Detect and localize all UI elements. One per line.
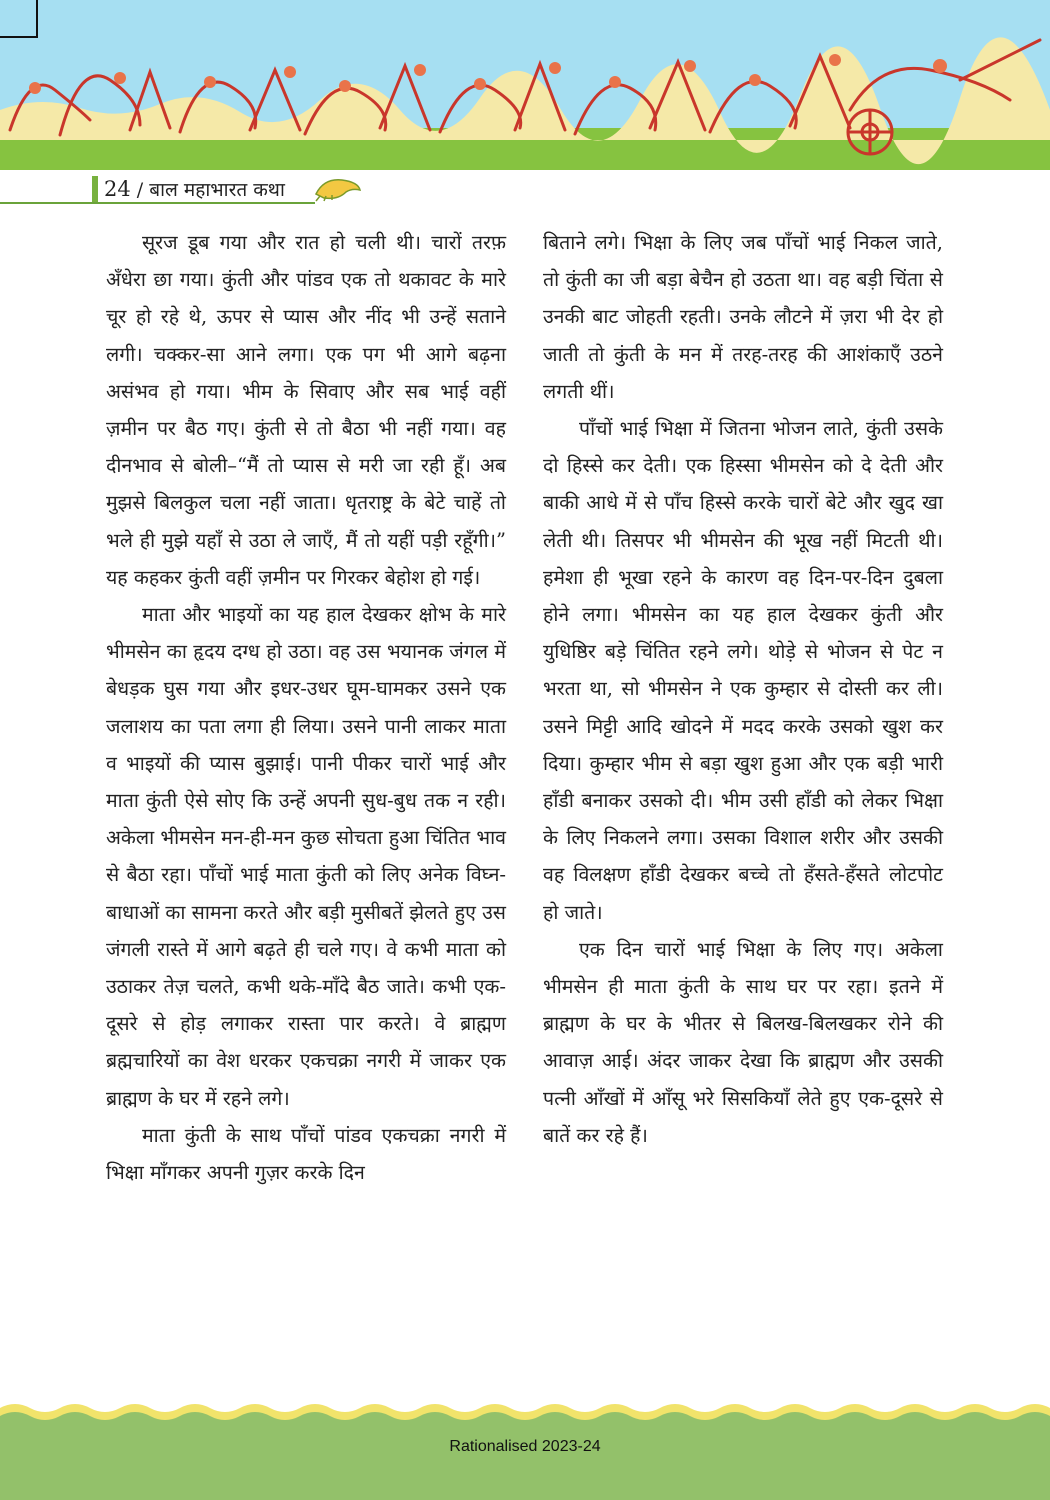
paragraph: माता और भाइयों का यह हाल देखकर क्षोभ के मारे भीमसेन का हृदय दग्ध हो उठा। वह उस भयानक जंगल में बेधड़क घुस गया और इधर-उधर घूम-घामकर उसने एक जलाशय का पता लगा ही लिया। उसने पानी लाकर माता व भाइयों की प्यास बुझाई। पानी पीकर चारों भाई और माता कुंती ऐसे सोए कि उन्हें अपनी सुध-बुध तक न रही। अकेला भीमसेन मन-ही-मन कुछ सोचता हुआ चिंतित भाव से बैठा रहा। पाँचों भाई माता कुंती को लिए अनेक विघ्न-बाधाओं का सामना करते और बड़ी मुसीबतें झेलते हुए उस जंगली रास्ते में आगे बढ़ते ही चले गए। वे कभी माता को उठाकर तेज़ चलते, कभी थके-माँदे बैठ जाते। कभी एक-दूसरे से होड़ लगाकर रास्ता पार करते। वे ब्राह्मण ब्रह्मचारियों का वेश धरकर एकचक्रा नगरी में जाकर एक ब्राह्मण के घर में रहने लगे। [106, 603, 506, 1110]
book-title: / बाल महाभारत कथा [136, 179, 285, 201]
page-footer [0, 1398, 1050, 1500]
paragraph: सूरज डूब गया और रात हो चली थी। चारों तरफ़ अँधेरा छा गया। कुंती और पांडव एक तो थकावट के मारे चूर हो रहे थे, ऊपर से प्यास और नींद भी उन्हें सताने लगी। चक्कर-सा आने लगा। एक पग भी आगे बढ़ना असंभव हो गया। भीम के सिवाए और सब भाई वहीं ज़मीन पर बैठ गए। कुंती से तो बैठा भी नहीं गया। वह दीनभाव से बोली–“मैं तो प्यास से मरी जा रही हूँ। अब मुझसे बिलकुल चला नहीं जाता। धृतराष्ट्र के बेटे चाहें तो भले ही मुझे यहाँ से उठा ले जाएँ, मैं तो यहीं पड़ी रहूँगी।” यह कहकर कुंती वहीं ज़मीन पर गिरकर बेहोश हो गई। [106, 231, 506, 589]
header-title [104, 176, 285, 202]
header-accent-bar [92, 176, 98, 204]
crop-mark [36, 0, 38, 38]
text-column-right [543, 224, 943, 1154]
paragraph: बिताने लगे। भिक्षा के लिए जब पाँचों भाई निकल जाते, तो कुंती का जी बड़ा बेचैन हो उठता था। वह बड़ी चिंता से उनकी बाट जोहती रहती। उनके लौटने में ज़रा भी देर हो जाती तो कुंती के मन में तरह-तरह की आशंकाएँ उठने लगती थीं। [543, 231, 943, 403]
footer-label: Rationalised 2023-24 [449, 1438, 601, 1455]
paragraph: एक दिन चारों भाई भिक्षा के लिए गए। अकेला भीमसेन ही माता कुंती के साथ घर पर रहा। इतने में ब्राह्मण के घर के भीतर से बिलख-बिलखकर रोने की आवाज़ आई। अंदर जाकर देखा कि ब्राह्मण और उसकी पत्नी आँखों में आँसू भरे सिसकियाँ लेते हुए एक-दूसरे से बातें कर रहे हैं। [543, 937, 943, 1147]
header-rule [0, 202, 315, 204]
text-column-left [106, 224, 506, 1191]
running-header [0, 172, 1050, 206]
paragraph: माता कुंती के साथ पाँचों पांडव एकचक्रा नगरी में भिक्षा माँगकर अपनी गुज़र करके दिन [106, 1123, 506, 1185]
page-number: 24 [104, 177, 131, 201]
paragraph: पाँचों भाई भिक्षा में जितना भोजन लाते, कुंती उसके दो हिस्से कर देती। एक हिस्सा भीमसेन को दे देती और बाकी आधे में से पाँच हिस्से करके चारों बेटे और खुद खा लेती थी। तिसपर भी भीमसेन की भूख नहीं मिटती थी। हमेशा ही भूखा रहने के कारण वह दिन-पर-दिन दुबला होने लगा। भीमसेन का यह हाल देखकर कुंती और युधिष्ठिर बड़े चिंतित रहने लगे। थोड़े से भोजन से पेट न भरता था, सो भीमसेन ने एक कुम्हार से दोस्ती कर ली। उसने मिट्टी आदि खोदने में मदद करके उसको खुश कर दिया। कुम्हार भीम से बड़ा खुश हुआ और एक बड़ी भारी हाँडी बनाकर उसको दी। भीम उसी हाँडी को लेकर भिक्षा के लिए निकलने लगा। उसका विशाल शरीर और उसकी वह विलक्षण हाँडी देखकर बच्चे तो हँसते-हँसते लोटपोट हो जाते। [543, 417, 943, 924]
crop-mark [0, 36, 38, 38]
conch-ornament-icon [312, 174, 364, 202]
decorative-banner [0, 0, 1050, 170]
